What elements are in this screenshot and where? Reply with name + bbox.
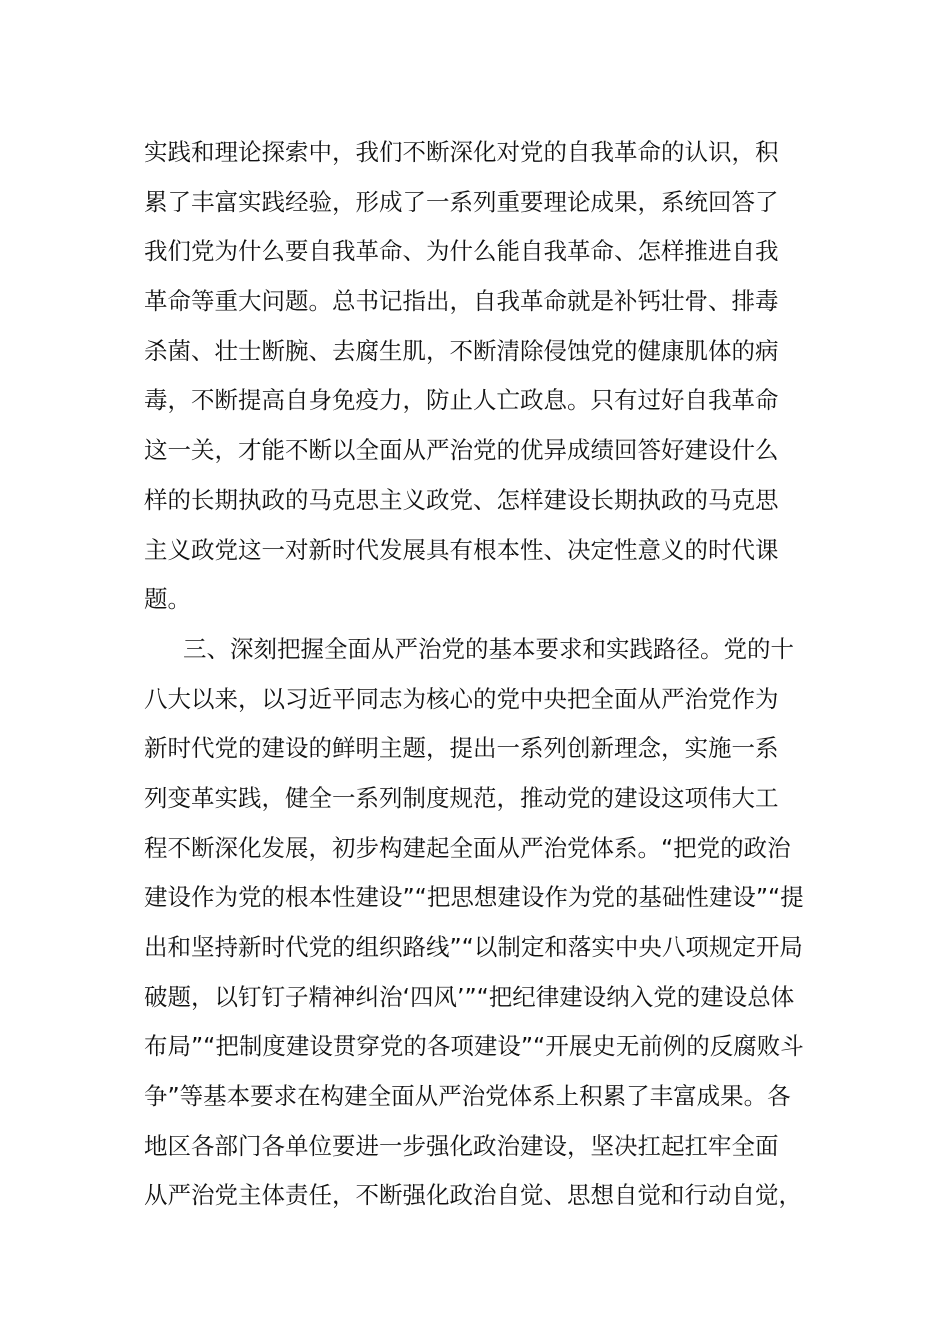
body-line: 毒，不断提高自身免疫力，防止人亡政息。只有过好自我革命	[144, 386, 779, 415]
body-line: 八大以来，以习近平同志为核心的党中央把全面从严治党作为	[144, 684, 779, 713]
body-line: 建设作为党的根本性建设”“把思想建设作为党的基础性建设”“提	[144, 883, 804, 912]
body-line: 争”等基本要求在构建全面从严治党体系上积累了丰富成果。各	[144, 1082, 791, 1111]
body-line: 题。	[144, 585, 191, 614]
section-heading-line: 三、深刻把握全面从严治党的基本要求和实践路径。党的十	[183, 634, 794, 663]
document-body	[144, 128, 824, 1221]
body-line: 实践和理论探索中，我们不断深化对党的自我革命的认识，积	[144, 138, 779, 166]
body-line: 主义政党这一对新时代发展具有根本性、决定性意义的时代课	[144, 535, 779, 564]
body-line: 杀菌、壮士断腕、去腐生肌，不断清除侵蚀党的健康肌体的病	[144, 336, 779, 365]
body-line: 我们党为什么要自我革命、为什么能自我革命、怎样推进自我	[144, 237, 779, 266]
body-line: 这一关，才能不断以全面从严治党的优异成绩回答好建设什么	[144, 436, 779, 465]
body-line: 布局”“把制度建设贯穿党的各项建设”“开展史无前例的反腐败斗	[144, 1032, 804, 1061]
body-line: 从严治党主体责任，不断强化政治自觉、思想自觉和行动自觉，	[144, 1181, 802, 1210]
body-line: 累了丰富实践经验，形成了一系列重要理论成果，系统回答了	[144, 187, 779, 216]
body-line: 破题，以钉钉子精神纠治‘四风’”“把纪律建设纳入党的建设总体	[144, 982, 795, 1011]
body-line: 新时代党的建设的鲜明主题，提出一系列创新理念，实施一系	[144, 734, 779, 763]
body-line: 革命等重大问题。总书记指出，自我革命就是补钙壮骨、排毒	[144, 287, 779, 316]
body-line: 程不断深化发展，初步构建起全面从严治党体系。“把党的政治	[144, 833, 791, 862]
body-line: 列变革实践，健全一系列制度规范，推动党的建设这项伟大工	[144, 783, 779, 812]
body-line: 地区各部门各单位要进一步强化政治建设，坚决扛起扛牢全面	[144, 1131, 779, 1160]
body-line: 样的长期执政的马克思主义政党、怎样建设长期执政的马克思	[144, 485, 779, 514]
body-line: 出和坚持新时代党的组织路线”“以制定和落实中央八项规定开局	[144, 933, 803, 961]
